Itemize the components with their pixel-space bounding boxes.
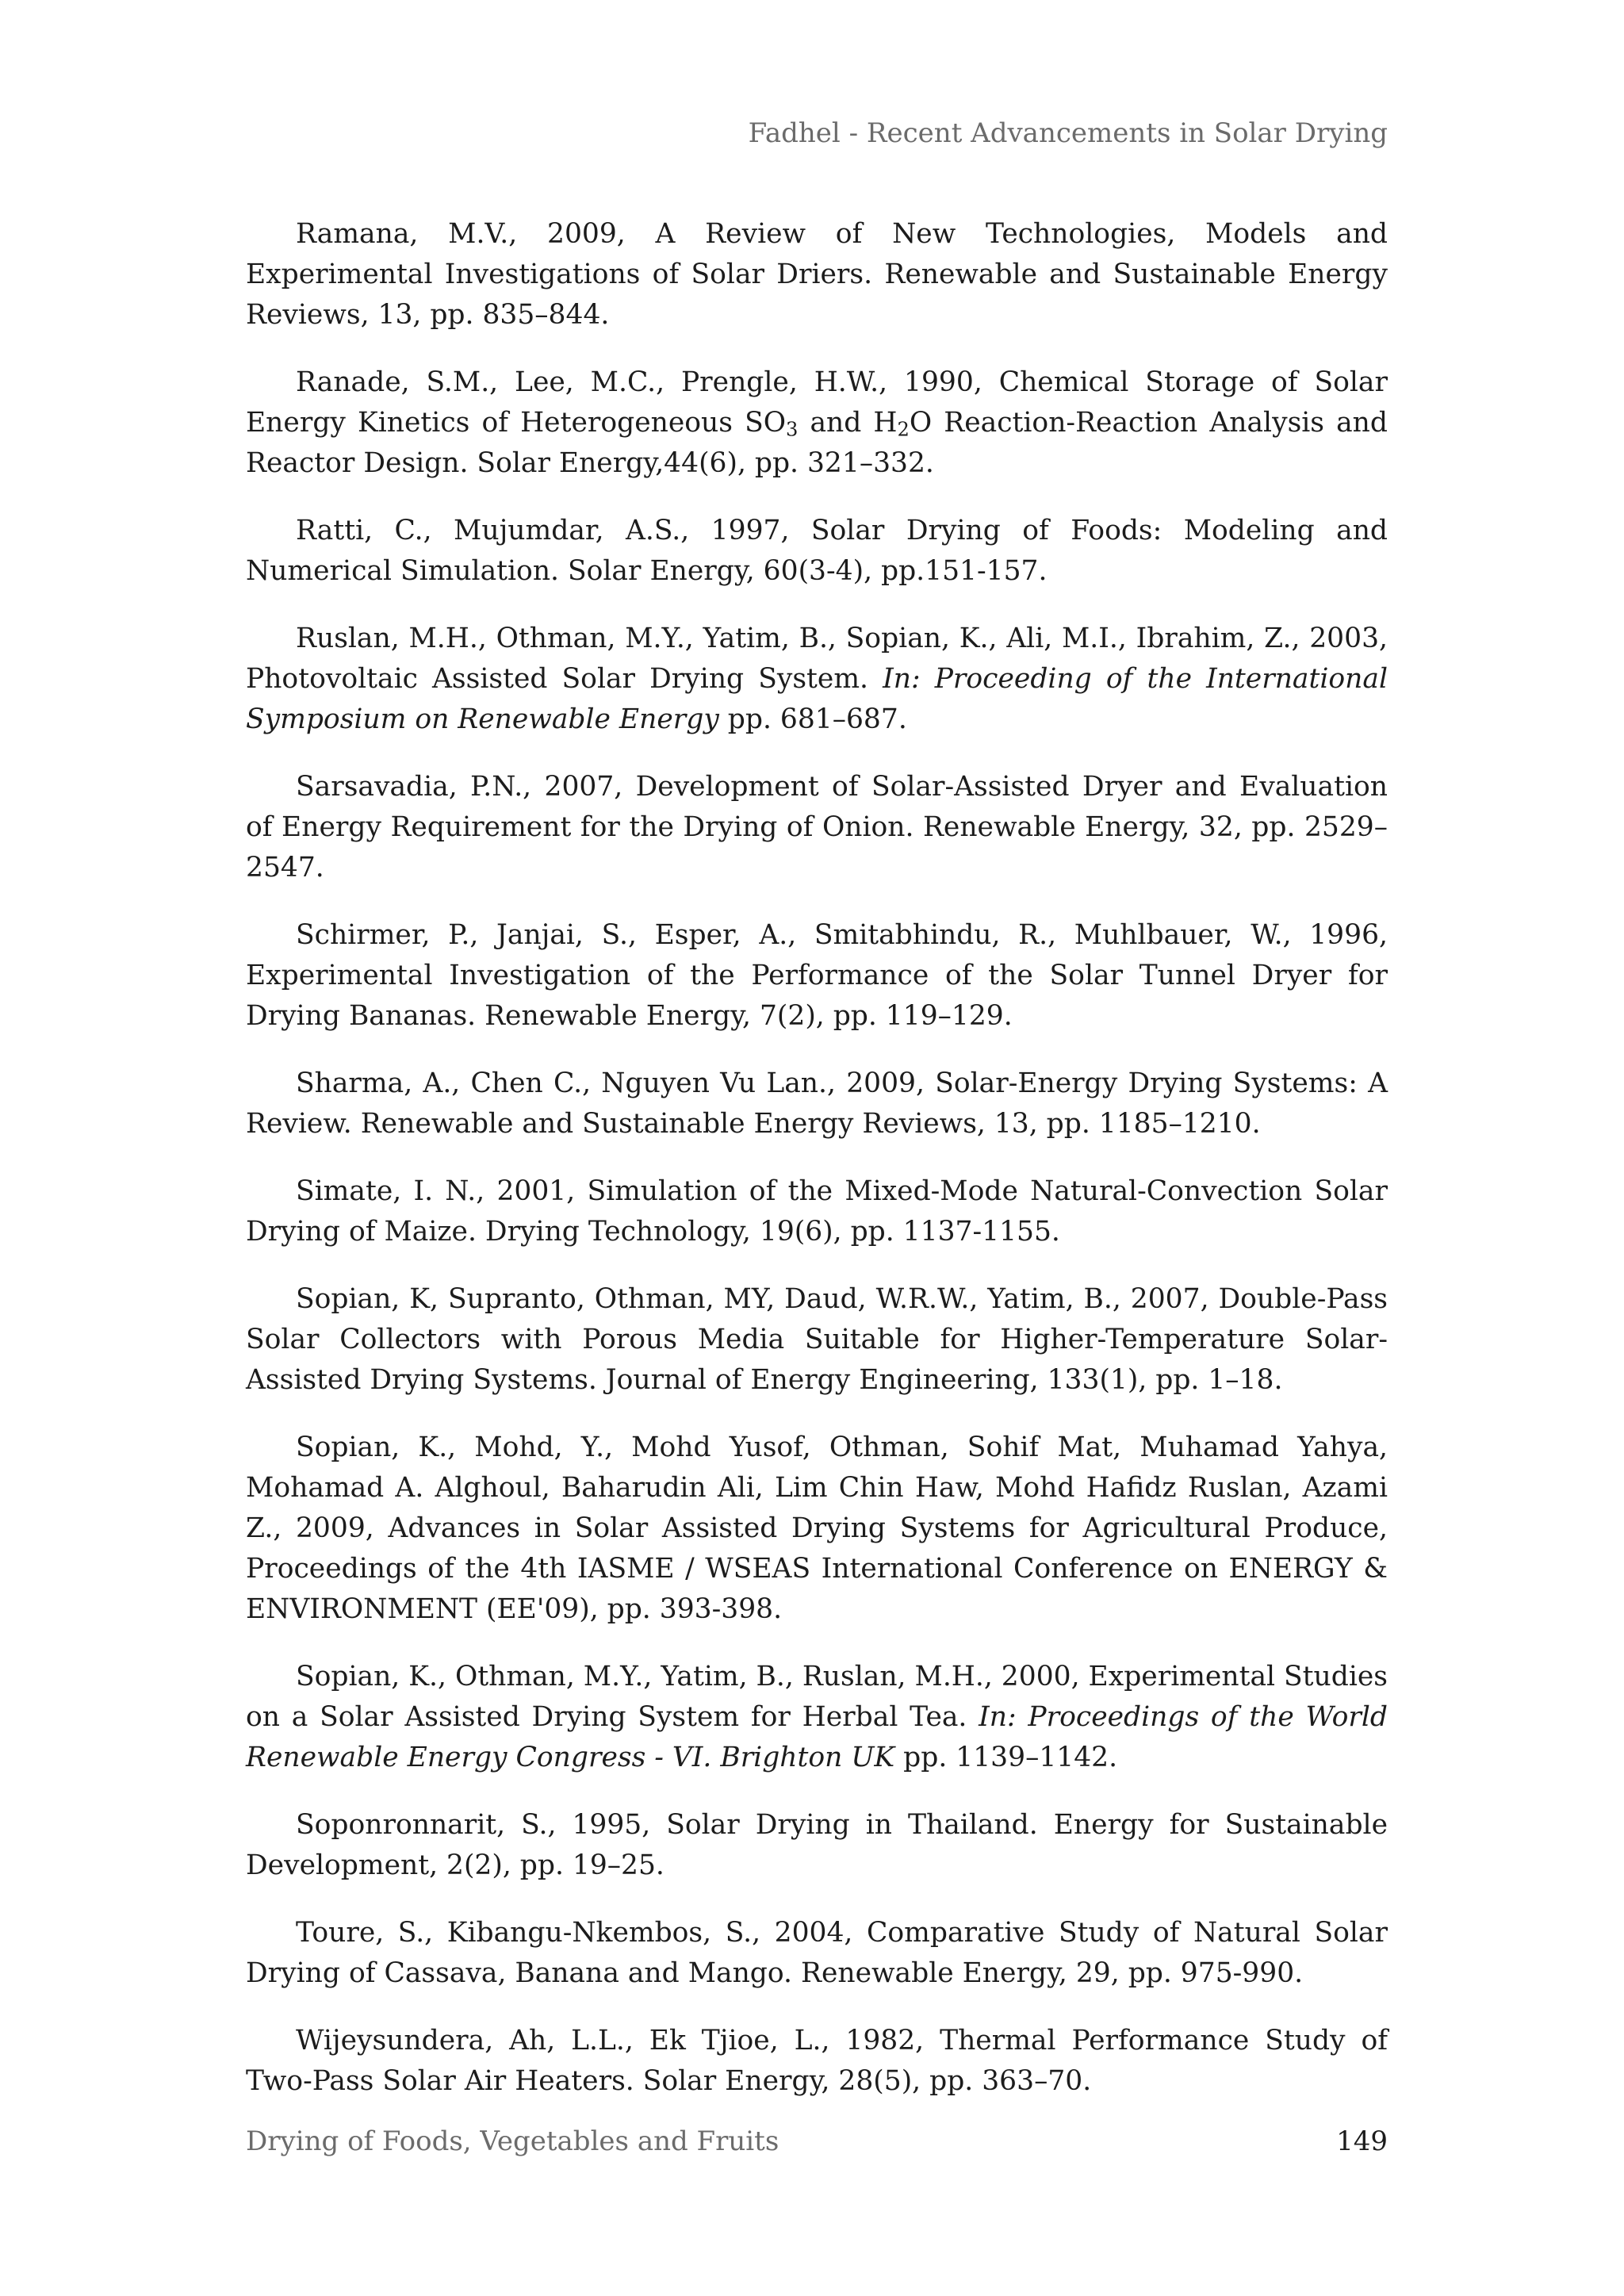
reference-text: Sopian, K., Othman, M.Y., Yatim, B., Ruslan, M.H., 2000, Experimental Studies on a Solar Assisted Drying System for Herbal Tea. [246,1661,1388,1733]
subscript: 2 [897,418,910,441]
reference-entry [246,767,1388,888]
reference-text: and H [798,407,898,439]
reference-entry [246,1279,1388,1401]
footer-book-title: Drying of Foods, Vegetables and Fruits [246,2125,779,2157]
reference-text: Ruslan, M.H., Othman, M.Y., Yatim, B., Sopian, K., Ali, M.I., Ibrahim, Z., 2003, Photovoltaic Assisted Solar Drying System. [246,623,1388,695]
reference-text: Sharma, A., Chen C., Nguyen Vu Lan., 2009, Solar-Energy Drying Systems: A Review. Renewable and Sustainable Energy Reviews, 13, pp. 1185–1210. [246,1068,1388,1140]
reference-text: Sopian, K, Supranto, Othman, MY, Daud, W.R.W., Yatim, B., 2007, Double-Pass Solar Collectors with Porous Media Suitable for Higher-Temperature Solar-Assisted Drying Systems. Journal of Energy Engineering, 133(1), pp. 1–18. [246,1283,1388,1396]
subscript: 3 [785,418,799,441]
reference-text: Simate, I. N., 2001, Simulation of the Mixed-Mode Natural-Convection Solar Drying of Maize. Drying Technology, 19(6), pp. 1137-1155. [246,1175,1388,1248]
running-header: Fadhel - Recent Advancements in Solar Drying [748,117,1388,149]
reference-text: pp. 1139–1142. [894,1742,1118,1773]
reference-text: Wijeysundera, Ah, L.L., Ek Tjioe, L., 1982, Thermal Performance Study of Two-Pass Solar Air Heaters. Solar Energy, 28(5), pp. 363–70. [246,2025,1388,2097]
reference-italic-source: In: Proceeding of the International Symposium on Renewable Energy [246,663,1388,735]
reference-entry [246,1171,1388,1252]
reference-text: O Reaction-Reaction Analysis and Reactor Design. Solar Energy,44(6), pp. 321–332. [246,407,1388,479]
reference-entry [246,1657,1388,1778]
reference-text: Sopian, K., Mohd, Y., Mohd Yusof, Othman, Sohif Mat, Muhamad Yahya, Mohamad A. Alghoul, Baharudin Ali, Lim Chin Haw, Mohd Hafidz Ruslan, Azami Z., 2009, Advances in Solar Assisted Drying Systems for Agricultural Produce, Proceedings of the 4th IASME / WSEAS International Conference on ENERGY & ENVIRONMENT (EE'09), pp. 393-398. [246,1432,1388,1625]
reference-text: pp. 681–687. [718,703,907,735]
reference-text: Soponronnarit, S., 1995, Solar Drying in Thailand. Energy for Sustainable Development, 2(2), pp. 19–25. [246,1809,1388,1881]
reference-italic-source: In: Proceedings of the World Renewable Energy Congress - VI. Brighton UK [246,1701,1388,1773]
reference-text: Ratti, C., Mujumdar, A.S., 1997, Solar Drying of Foods: Modeling and Numerical Simulation. Solar Energy, 60(3-4), pp.151-157. [246,515,1388,587]
reference-entry [246,2021,1388,2102]
reference-text: Schirmer, P., Janjai, S., Esper, A., Smitabhindu, R., Muhlbauer, W., 1996, Experimental Investigation of the Performance of the Solar Tunnel Dryer for Drying Bananas. Renewable Energy, 7(2), pp. 119–129. [246,919,1388,1032]
reference-text: Ranade, S.M., Lee, M.C., Prengle, H.W., 1990, Chemical Storage of Solar Energy Kinetics of Heterogeneous SO [246,366,1388,439]
reference-entry [246,619,1388,740]
reference-entry [246,1428,1388,1630]
reference-entry [246,1064,1388,1144]
page-number: 149 [1336,2125,1388,2157]
reference-list [246,214,1388,2129]
reference-entry [246,214,1388,335]
reference-entry [246,1913,1388,1994]
reference-entry [246,915,1388,1037]
reference-text: Sarsavadia, P.N., 2007, Development of Solar-Assisted Dryer and Evaluation of Energy Requirement for the Drying of Onion. Renewable Energy, 32, pp. 2529–2547. [246,771,1388,884]
reference-text: Ramana, M.V., 2009, A Review of New Technologies, Models and Experimental Investigations of Solar Driers. Renewable and Sustainable Energy Reviews, 13, pp. 835–844. [246,218,1388,331]
running-footer [246,2125,1388,2157]
reference-entry [246,362,1388,484]
reference-entry [246,511,1388,592]
reference-entry [246,1805,1388,1886]
reference-text: Toure, S., Kibangu-Nkembos, S., 2004, Comparative Study of Natural Solar Drying of Cassava, Banana and Mango. Renewable Energy, 29, pp. 975-990. [246,1917,1388,1989]
